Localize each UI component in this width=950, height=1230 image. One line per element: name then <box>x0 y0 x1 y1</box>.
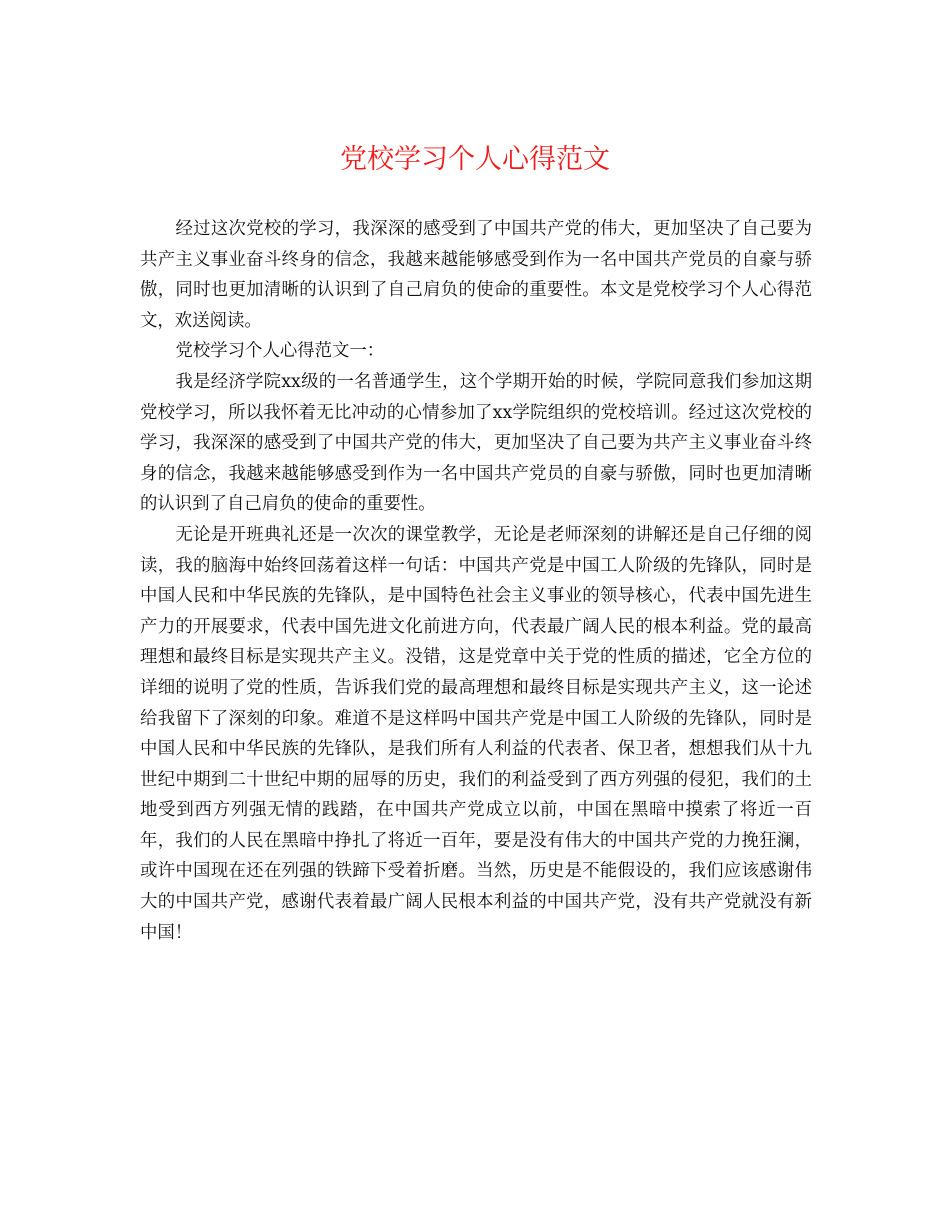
paragraph-intro: 经过这次党校的学习，我深深的感受到了中国共产党的伟大，更加坚决了自己要为共产主义事业奋斗终身的信念，我越来越能够感受到作为一名中国共产党员的自豪与骄傲，同时也更加清晰的认识到了自己肩负的使命的重要性。本文是党校学习个人心得范文，欢送阅读。 <box>140 219 812 331</box>
document-body <box>140 214 812 948</box>
paragraph-party-nature: 无论是开班典礼还是一次次的课堂教学，无论是老师深刻的讲解还是自己仔细的阅读，我的脑海中始终回荡着这样一句话：中国共产党是中国工人阶级的先锋队，同时是中国人民和中华民族的先锋队，是中国特色社会主义事业的领导核心，代表中国先进生产力的开展要求，代表中国先进文化前进方向，代表最广阔人民的根本利益。党的最高理想和最终目标是实现共产主义。没错，这是党章中关于党的性质的描述，它全方位的详细的说明了党的性质，告诉我们党的最高理想和最终目标是实现共产主义，这一论述给我留下了深刻的印象。难道不是这样吗中国共产党是中国工人阶级的先锋队，同时是中国人民和中华民族的先锋队，是我们所有人利益的代表者、保卫者，想想我们从十九世纪中期到二十世纪中期的屈辱的历史，我们的利益受到了西方列强的侵犯，我们的土地受到西方列强无情的践踏，在中国共产党成立以前，中国在黑暗中摸索了将近一百年，我们的人民在黑暗中挣扎了将近一百年，要是没有伟大的中国共产党的力挽狂澜，或许中国现在还在列强的铁蹄下受着折磨。当然，历史是不能假设的，我们应该感谢伟大的中国共产党，感谢代表着最广阔人民根本利益的中国共产党，没有共产党就没有新中国！ <box>140 524 812 943</box>
document-title: 党校学习个人心得范文 <box>340 144 610 175</box>
paragraph-student-intro: 我是经济学院xx级的一名普通学生，这个学期开始的时候，学院同意我们参加这期党校学习，所以我怀着无比冲动的心情参加了xx学院组织的党校培训。经过这次党校的学习，我深深的感受到了中国共产党的伟大，更加坚决了自己要为共产主义事业奋斗终身的信念，我越来越能够感受到作为一名中国共产党员的自豪与骄傲，同时也更加清晰的认识到了自己肩负的使命的重要性。 <box>140 371 812 515</box>
paragraph-heading-sample-one: 党校学习个人心得范文一： <box>175 341 385 362</box>
